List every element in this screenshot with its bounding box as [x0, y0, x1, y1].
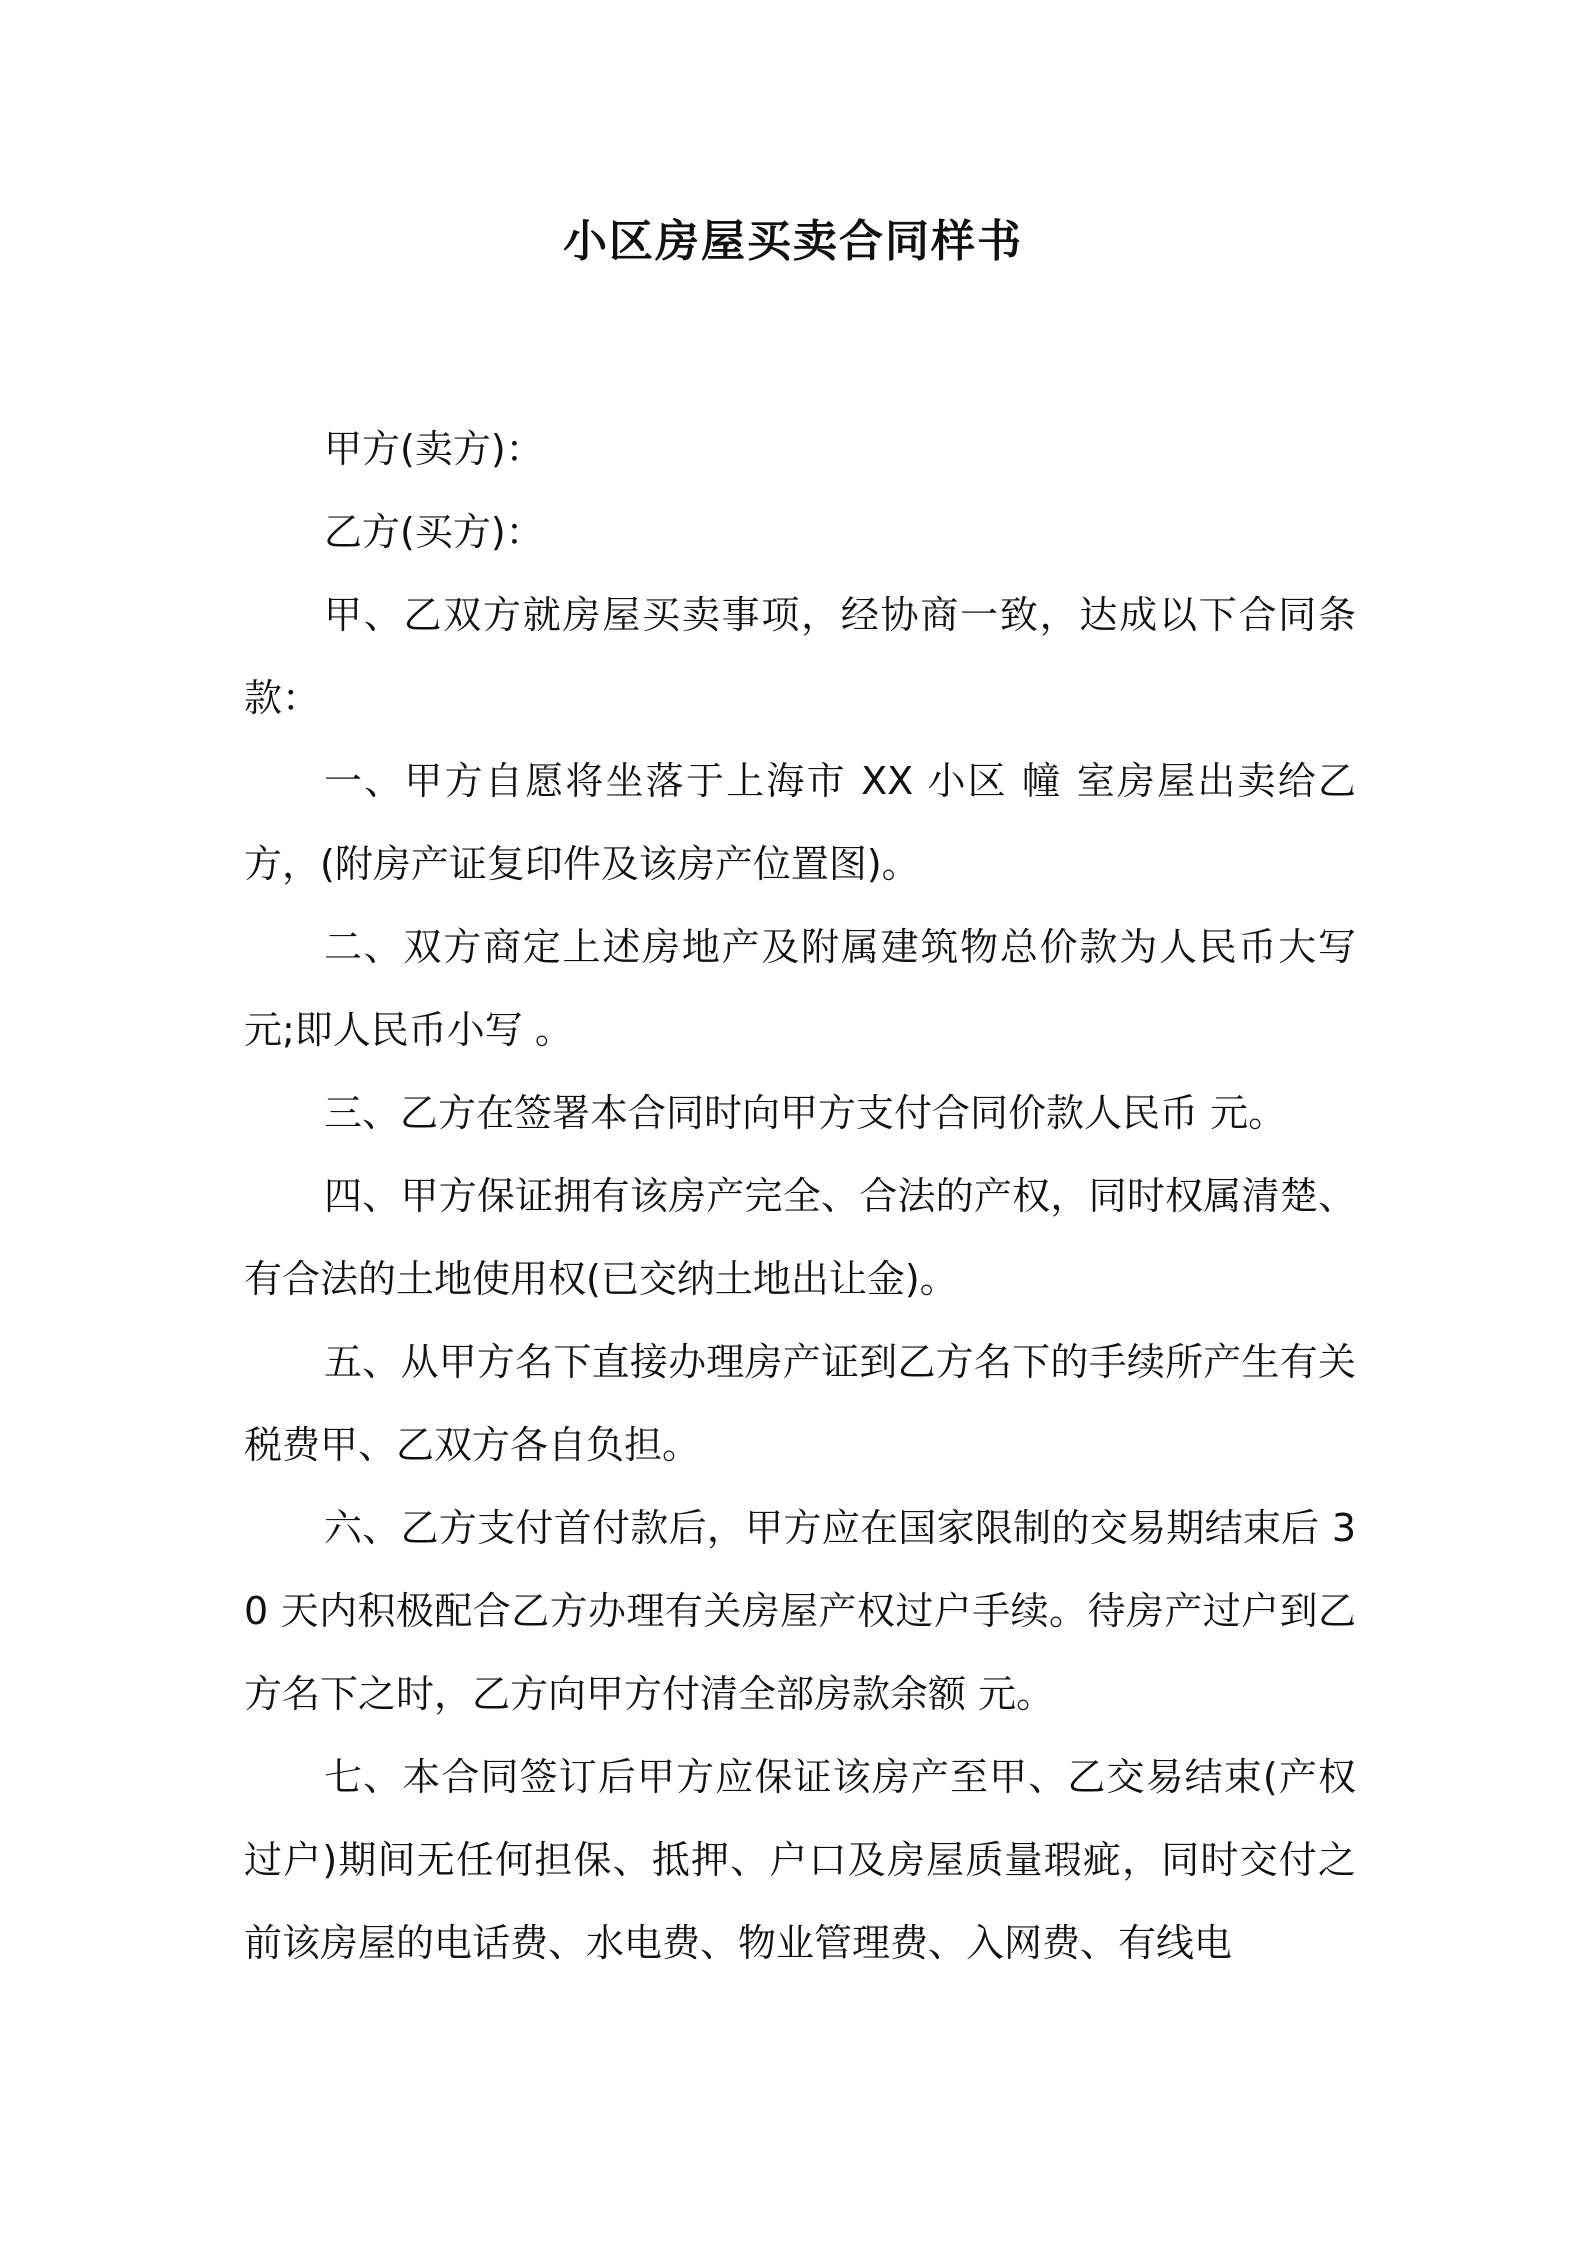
party-b-line: 乙方(买方)： [324, 510, 544, 554]
clause-1: 一、甲方自愿将坐落于上海市 XX 小区 幢 室房屋出卖给乙方，(附房产证复印件及该房产位置图)。 [244, 759, 1356, 886]
clause-4: 四、甲方保证拥有该房产完全、合法的产权，同时权属清楚、有合法的土地使用权(已交纳土地出让金)。 [244, 1174, 1356, 1301]
clause-3: 三、乙方在签署本合同时向甲方支付合同价款人民币 元。 [324, 1091, 1287, 1135]
contract-body [244, 408, 1356, 1985]
clause-5: 五、从甲方名下直接办理房产证到乙方名下的手续所产生有关税费甲、乙双方各自负担。 [244, 1340, 1356, 1467]
clause-7: 七、本合同签订后甲方应保证该房产至甲、乙交易结束(产权过户)期间无任何担保、抵押、户口及房屋质量瑕疵，同时交付之前该房屋的电话费、水电费、物业管理费、入网费、有线电 [244, 1755, 1356, 1965]
agreement-intro: 甲、乙双方就房屋买卖事项，经协商一致，达成以下合同条款： [244, 593, 1356, 720]
clause-2: 二、双方商定上述房地产及附属建筑物总价款为人民币大写 元;即人民币小写 。 [244, 925, 1356, 1052]
document-title: 小区房屋买卖合同样书 [563, 216, 1023, 267]
clause-6: 六、乙方支付首付款后，甲方应在国家限制的交易期结束后 30 天内积极配合乙方办理有关房屋产权过户手续。待房产过户到乙方名下之时，乙方向甲方付清全部房款余额 元。 [244, 1506, 1356, 1716]
party-a-line: 甲方(卖方)： [324, 427, 544, 471]
